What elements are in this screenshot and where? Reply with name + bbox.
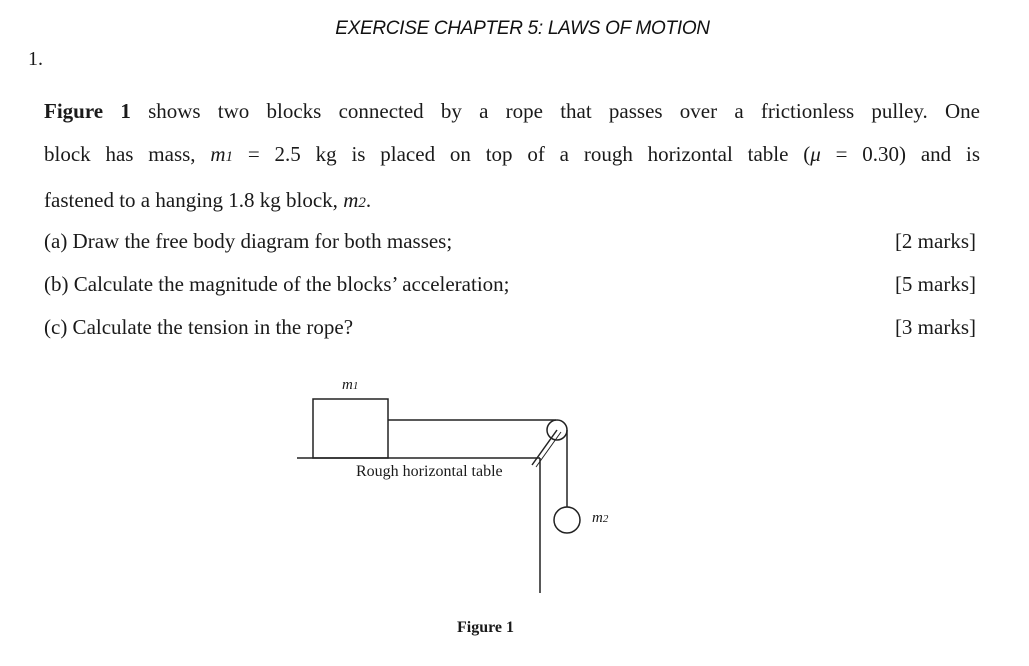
- question-number: 1.: [28, 48, 43, 70]
- pulley-bracket: [532, 430, 557, 465]
- pulley-diagram: [270, 365, 640, 660]
- paragraph-line-3-b: .: [365, 188, 372, 212]
- part-b-text: (b) Calculate the magnitude of the blocks’ acceleration;: [44, 272, 510, 296]
- part-a-marks: [2 marks]: [894, 229, 976, 253]
- m1-label: [342, 377, 358, 394]
- paragraph-line-3: [44, 179, 980, 225]
- part-b: [44, 263, 976, 306]
- table-label: Rough horizontal table: [356, 463, 503, 480]
- m1-subscript: 1: [225, 149, 234, 165]
- m2-symbol: m: [343, 188, 359, 212]
- exercise-header-title: EXERCISE CHAPTER 5: LAWS OF MOTION: [335, 18, 710, 39]
- block-m1: [313, 399, 388, 458]
- m1-label-sub: 1: [352, 380, 359, 392]
- paragraph-line-2-c: = 0.30) and is: [835, 142, 981, 166]
- part-c-text: (c) Calculate the tension in the rope?: [44, 315, 354, 339]
- mu-symbol: μ: [810, 142, 821, 166]
- question-parts: [44, 220, 976, 349]
- part-a-text: (a) Draw the free body diagram for both masses;: [44, 229, 453, 253]
- m1-label-letter: m: [342, 377, 353, 393]
- m1-symbol: m: [210, 142, 226, 166]
- paragraph-line-2: [44, 133, 980, 179]
- part-c: [44, 306, 976, 349]
- question-paragraph: [44, 90, 980, 225]
- part-c-marks: [3 marks]: [894, 315, 976, 339]
- part-a: [44, 220, 976, 263]
- paragraph-line-1: [44, 90, 980, 133]
- paragraph-line-2-a: block has mass,: [44, 142, 196, 166]
- figure-reference: Figure 1: [44, 99, 131, 123]
- paragraph-line-1-text: shows two blocks connected by a rope that passes over a frictionless pulley. One: [148, 99, 981, 123]
- figure-1: [270, 365, 640, 660]
- m2-label-sub: 2: [602, 513, 609, 525]
- figure-caption: Figure 1: [457, 619, 515, 636]
- part-b-marks: [5 marks]: [894, 272, 976, 296]
- m2-subscript: 2: [358, 195, 366, 211]
- m2-label-letter: m: [592, 510, 603, 526]
- paragraph-line-2-b: = 2.5 kg is placed on top of a rough horizontal table (: [247, 142, 811, 166]
- m2-label: [592, 510, 608, 527]
- pulley-bracket-2: [536, 432, 561, 467]
- paragraph-line-3-a: fastened to a hanging 1.8 kg block,: [44, 188, 338, 212]
- hanging-mass-m2: [554, 507, 580, 533]
